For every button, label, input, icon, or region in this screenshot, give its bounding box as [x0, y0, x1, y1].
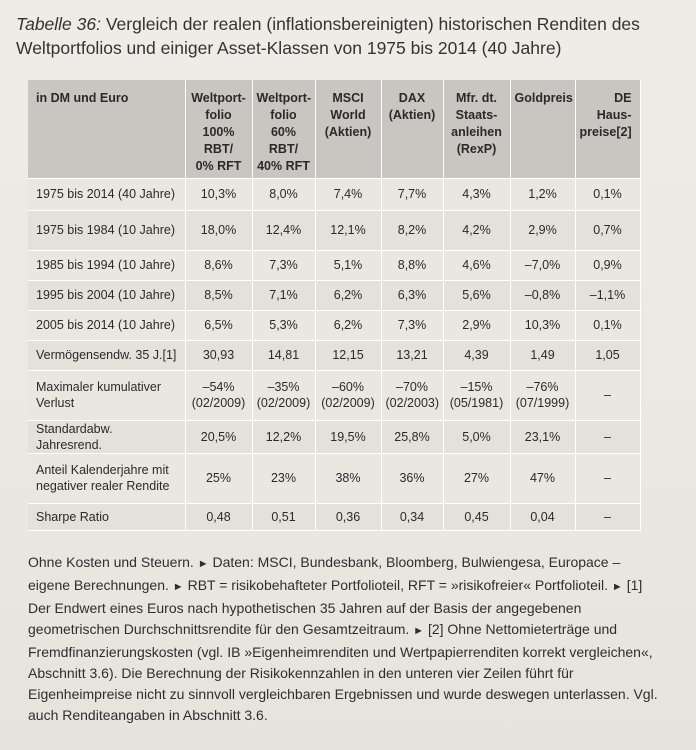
table-cell: 6,3%: [381, 280, 443, 310]
footnote: [28, 552, 658, 726]
returns-table-wrapper: [28, 80, 640, 531]
caption-label: Tabelle 36:: [16, 14, 101, 34]
table-cell: 6,5%: [185, 310, 252, 340]
table-cell: –15% (05/1981): [443, 370, 510, 420]
table-cell: 23,1%: [510, 420, 575, 453]
arrow-icon: ►: [611, 581, 623, 593]
footnote-segment: Daten: MSCI, Bundesbank, Bloomberg, Bulwiengesa, Europace – eigene Berechnungen.: [28, 554, 621, 593]
table-cell: 38%: [315, 453, 381, 503]
table-cell: 14,81: [252, 340, 315, 370]
table-cell: 5,1%: [315, 250, 381, 280]
table-cell: 12,15: [315, 340, 381, 370]
table-cell: –54% (02/2009): [185, 370, 252, 420]
table-row: [28, 340, 640, 370]
table-cell: 1,49: [510, 340, 575, 370]
table-row: [28, 210, 640, 250]
table-cell: 30,93: [185, 340, 252, 370]
table-cell: 47%: [510, 453, 575, 503]
table-cell: 25,8%: [381, 420, 443, 453]
header-row-label: in DM und Euro: [28, 80, 185, 178]
table-cell: 36%: [381, 453, 443, 503]
table-cell: –70% (02/2003): [381, 370, 443, 420]
table-cell: 20,5%: [185, 420, 252, 453]
table-cell: 8,2%: [381, 210, 443, 250]
table-cell: 8,6%: [185, 250, 252, 280]
table-cell: 2,9%: [510, 210, 575, 250]
footnote-segment: [1] Der Endwert eines Euros nach hypothetischen 35 Jahren auf der Basis der angegebenen geometrischen Durchschnittsrendite für den Gesamtzeitraum.: [28, 577, 643, 637]
table-row: [28, 370, 640, 420]
table-cell: –: [575, 370, 640, 420]
table-row: [28, 420, 640, 453]
table-cell: 5,6%: [443, 280, 510, 310]
table-cell: 4,3%: [443, 178, 510, 210]
arrow-icon: ►: [197, 558, 209, 570]
table-cell: 7,3%: [381, 310, 443, 340]
table-cell: –35% (02/2009): [252, 370, 315, 420]
table-cell: 13,21: [381, 340, 443, 370]
footnote-segment: RBT = risikobehafteter Portfolioteil, RFT = »risikofreier« Portfolioteil.: [187, 577, 612, 593]
table-cell: –76% (07/1999): [510, 370, 575, 420]
table-cell: 8,5%: [185, 280, 252, 310]
table-cell: –: [575, 420, 640, 453]
column-header: Weltport- folio 100% RBT/ 0% RFT: [185, 80, 252, 178]
table-cell: 6,2%: [315, 310, 381, 340]
row-label: 1975 bis 2014 (40 Jahre): [28, 178, 185, 210]
table-cell: 23%: [252, 453, 315, 503]
row-label: 1975 bis 1984 (10 Jahre): [28, 210, 185, 250]
row-label: 2005 bis 2014 (10 Jahre): [28, 310, 185, 340]
column-header: MSCI World (Aktien): [315, 80, 381, 178]
returns-table: [28, 80, 641, 531]
table-cell: 19,5%: [315, 420, 381, 453]
row-label: 1995 bis 2004 (10 Jahre): [28, 280, 185, 310]
table-cell: 7,1%: [252, 280, 315, 310]
table-cell: 5,3%: [252, 310, 315, 340]
column-header: DE Haus- preise[2]: [575, 80, 640, 178]
table-cell: 12,1%: [315, 210, 381, 250]
table-cell: 6,2%: [315, 280, 381, 310]
arrow-icon: ►: [172, 581, 184, 593]
table-cell: 0,34: [381, 503, 443, 530]
table-cell: 1,2%: [510, 178, 575, 210]
table-cell: 4,6%: [443, 250, 510, 280]
footnote-segment: Ohne Kosten und Steuern.: [28, 554, 198, 570]
table-cell: 8,8%: [381, 250, 443, 280]
table-cell: 2,9%: [443, 310, 510, 340]
table-cell: 0,9%: [575, 250, 640, 280]
table-cell: 10,3%: [185, 178, 252, 210]
table-caption: [16, 12, 676, 60]
caption-text: Vergleich der realen (inflationsbereinigten) historischen Renditen des Weltportfolios und einiger Asset-Klassen von 1975 bis 2014 (40 Jahre): [16, 14, 640, 58]
table-cell: 7,3%: [252, 250, 315, 280]
table-cell: 0,48: [185, 503, 252, 530]
table-cell: –7,0%: [510, 250, 575, 280]
column-header: Goldpreis: [510, 80, 575, 178]
table-cell: 0,7%: [575, 210, 640, 250]
table-cell: 5,0%: [443, 420, 510, 453]
row-label: Maximaler kumulativer Verlust: [28, 370, 185, 420]
table-cell: 0,51: [252, 503, 315, 530]
row-label: Standardabw. Jahresrend.: [28, 420, 185, 453]
header-row: [28, 80, 640, 178]
table-cell: 7,4%: [315, 178, 381, 210]
table-cell: –: [575, 453, 640, 503]
table-body: [28, 178, 640, 530]
table-row: [28, 503, 640, 530]
table-cell: 0,36: [315, 503, 381, 530]
row-label: Anteil Kalenderjahre mit negativer realer Rendite: [28, 453, 185, 503]
column-header: DAX (Aktien): [381, 80, 443, 178]
table-cell: 27%: [443, 453, 510, 503]
table-row: [28, 310, 640, 340]
table-cell: –0,8%: [510, 280, 575, 310]
table-row: [28, 280, 640, 310]
table-cell: 0,1%: [575, 178, 640, 210]
row-label: 1985 bis 1994 (10 Jahre): [28, 250, 185, 280]
table-row: [28, 178, 640, 210]
column-header: Weltport- folio 60% RBT/ 40% RFT: [252, 80, 315, 178]
table-cell: 12,2%: [252, 420, 315, 453]
row-label: Sharpe Ratio: [28, 503, 185, 530]
table-cell: 0,1%: [575, 310, 640, 340]
table-cell: 4,2%: [443, 210, 510, 250]
table-cell: 0,45: [443, 503, 510, 530]
table-cell: –: [575, 503, 640, 530]
table-cell: 25%: [185, 453, 252, 503]
table-row: [28, 250, 640, 280]
table-cell: 7,7%: [381, 178, 443, 210]
table-cell: 10,3%: [510, 310, 575, 340]
table-cell: 8,0%: [252, 178, 315, 210]
column-header: Mfr. dt. Staats- anleihen (RexP): [443, 80, 510, 178]
row-label: Vermögensendw. 35 J.[1]: [28, 340, 185, 370]
table-cell: –60% (02/2009): [315, 370, 381, 420]
arrow-icon: ►: [413, 625, 425, 637]
table-row: [28, 453, 640, 503]
table-cell: 1,05: [575, 340, 640, 370]
table-cell: 18,0%: [185, 210, 252, 250]
table-cell: 0,04: [510, 503, 575, 530]
table-cell: 4,39: [443, 340, 510, 370]
table-cell: –1,1%: [575, 280, 640, 310]
footnote-segment: [2] Ohne Nettomieterträge und Fremdfinanzierungskosten (vgl. IB »Eigenheimrenditen und Wertpapierrenditen korrekt vergleichen«, Abschnitt 3.6). Die Berechnung der Risikokennzahlen in den unteren vier Zeilen führt für Eigenheimpreise nicht zu sinnvoll vergleichbaren Ergebnissen und wurde deswegen unterlassen. Vgl. auch Renditeangaben in Abschnitt 3.6.: [28, 621, 658, 723]
table-cell: 12,4%: [252, 210, 315, 250]
